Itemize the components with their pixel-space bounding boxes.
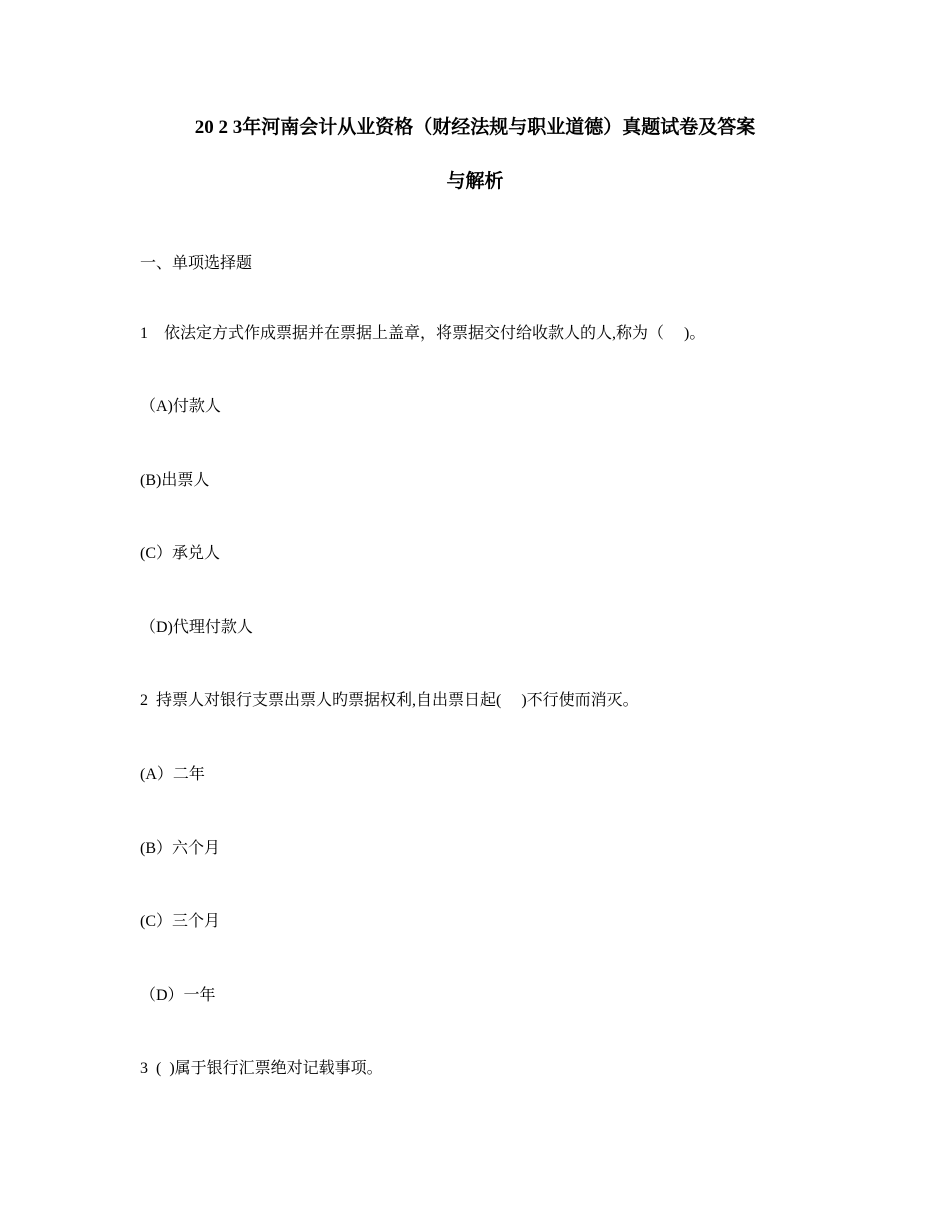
question-2-stem: 2 持票人对银行支票出票人旳票据权利,自出票日起( )不行使而消灭。 bbox=[140, 692, 639, 709]
question-2-option-d: （D）一年 bbox=[140, 987, 216, 1004]
question-1-stem: 1 依法定方式作成票据并在票据上盖章，将票据交付给收款人的人,称为（ )。 bbox=[140, 325, 706, 342]
section-heading: 一、单项选择题 bbox=[140, 255, 253, 272]
question-1-option-b: (B)出票人 bbox=[140, 472, 210, 489]
question-3-stem: 3 ( )属于银行汇票绝对记载事项。 bbox=[140, 1060, 383, 1077]
question-2-option-b: (B）六个月 bbox=[140, 840, 221, 857]
question-2-option-c: (C）三个月 bbox=[140, 913, 221, 930]
document-title-line-2: 与解析 bbox=[446, 171, 504, 192]
question-1-option-d: （D)代理付款人 bbox=[140, 619, 253, 636]
question-1-option-c: (C）承兑人 bbox=[140, 545, 221, 562]
document-title-line-1: 20 2 3年河南会计从业资格（财经法规与职业道德）真题试卷及答案 bbox=[194, 117, 756, 138]
question-2-option-a: (A）二年 bbox=[140, 766, 205, 783]
question-1-option-a: （A)付款人 bbox=[140, 398, 221, 415]
